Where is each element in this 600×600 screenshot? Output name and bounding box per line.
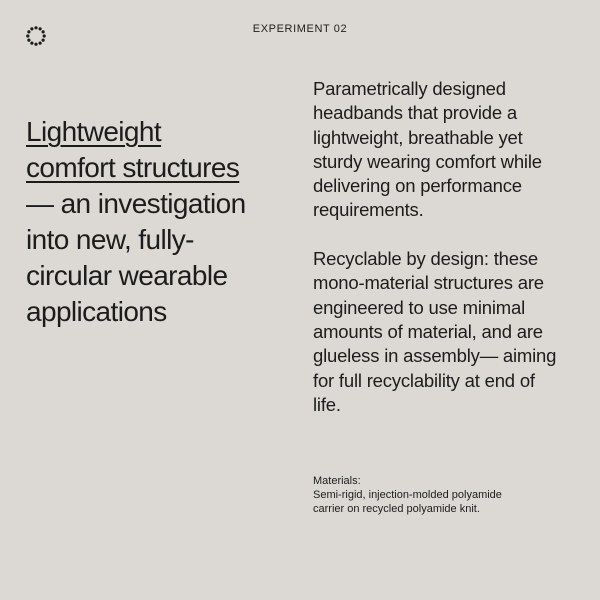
description-line: headbands that provide a bbox=[313, 102, 518, 124]
description-line: Recyclable by design: these bbox=[313, 248, 538, 270]
description-line: for full recyclability at end of bbox=[313, 369, 535, 391]
description-line: mono-material structures are bbox=[313, 272, 544, 294]
description-line: glueless in assembly— aiming bbox=[313, 345, 557, 367]
headline bbox=[26, 114, 296, 330]
description-line: delivering on performance bbox=[313, 175, 522, 197]
headline-line: circular wearable bbox=[26, 260, 228, 291]
experiment-label: EXPERIMENT 02 bbox=[252, 23, 348, 35]
materials-note bbox=[313, 474, 583, 516]
description-line: requirements. bbox=[313, 199, 424, 221]
description bbox=[313, 77, 593, 417]
description-line: amounts of material, and are bbox=[313, 320, 543, 342]
description-line: sturdy wearing comfort while bbox=[313, 150, 542, 172]
description-line: Parametrically designed bbox=[313, 78, 506, 99]
description-line: engineered to use minimal bbox=[313, 296, 525, 318]
logo-dot bbox=[34, 43, 37, 46]
materials-label: Materials: bbox=[313, 475, 361, 487]
description-line: life. bbox=[313, 393, 341, 415]
logo-dot bbox=[42, 39, 45, 42]
description-paragraph-2 bbox=[313, 247, 593, 417]
headline-line: — an investigation bbox=[26, 188, 246, 219]
headline-line: comfort structures bbox=[26, 152, 240, 183]
headline-line: Lightweight bbox=[26, 116, 162, 147]
headline-line: applications bbox=[26, 296, 167, 327]
description-line: lightweight, breathable yet bbox=[313, 126, 523, 148]
description-paragraph-1 bbox=[313, 77, 593, 223]
logo-dot bbox=[27, 39, 30, 42]
headline-line: into new, fully- bbox=[26, 224, 194, 255]
materials-text: carrier on recycled polyamide knit. bbox=[313, 503, 480, 515]
logo-dot bbox=[39, 42, 42, 45]
logo-dot bbox=[30, 42, 33, 45]
materials-text: Semi-rigid, injection-molded polyamide bbox=[313, 489, 502, 501]
